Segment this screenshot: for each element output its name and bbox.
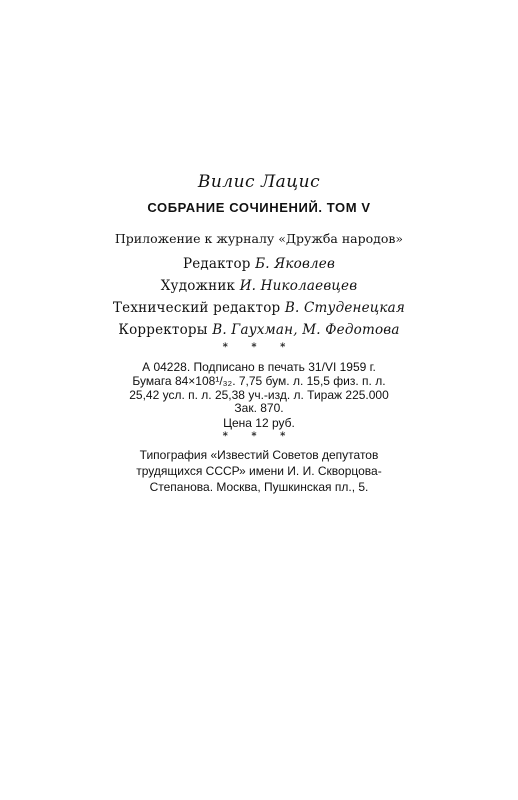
book-title: СОБРАНИЕ СОЧИНЕНИЙ. ТОМ V	[147, 200, 371, 215]
printer-line-2: трудящихся СССР» имени И. И. Скворцова-	[136, 464, 382, 478]
imprint-line-2: Бумага 84×108¹/₃₂. 7,75 бум. л. 15,5 физ. п. л.	[132, 374, 386, 388]
credit-artist	[0, 278, 518, 294]
credit-role: Технический редактор	[112, 300, 281, 316]
printer-line-3: Степанова. Москва, Пушкинская пл., 5.	[149, 480, 369, 494]
credit-role: Корректоры	[118, 322, 208, 338]
credit-technical-editor	[0, 300, 518, 316]
imprint-order-number: Зак. 870.	[234, 401, 284, 415]
credit-person: Б. Яковлев	[255, 256, 336, 272]
credit-person: И. Николаевцев	[239, 278, 358, 294]
credit-proofreaders	[0, 322, 518, 338]
journal-appendix-note: Приложение к журналу «Дружба народов»	[114, 231, 404, 246]
printer-line-1: Типография «Известий Советов депутатов	[139, 448, 379, 462]
separator-stars: * * *	[222, 342, 296, 353]
credit-role: Редактор	[182, 256, 251, 272]
credit-person: В. Студенецкая	[284, 300, 406, 316]
imprint-price: Цена 12 руб.	[223, 416, 295, 430]
imprint-line-3: 25,42 усл. п. л. 25,38 уч.-изд. л. Тираж 225.000	[129, 388, 389, 402]
separator-stars: * * *	[222, 431, 296, 442]
imprint-line-1: А 04228. Подписано в печать 31/VI 1959 г.	[142, 360, 376, 374]
author-name: Вилис Лацис	[197, 172, 321, 192]
credit-person: В. Гаухман, М. Федотова	[212, 322, 400, 338]
credit-editor	[0, 256, 518, 272]
credit-role: Художник	[160, 278, 236, 294]
